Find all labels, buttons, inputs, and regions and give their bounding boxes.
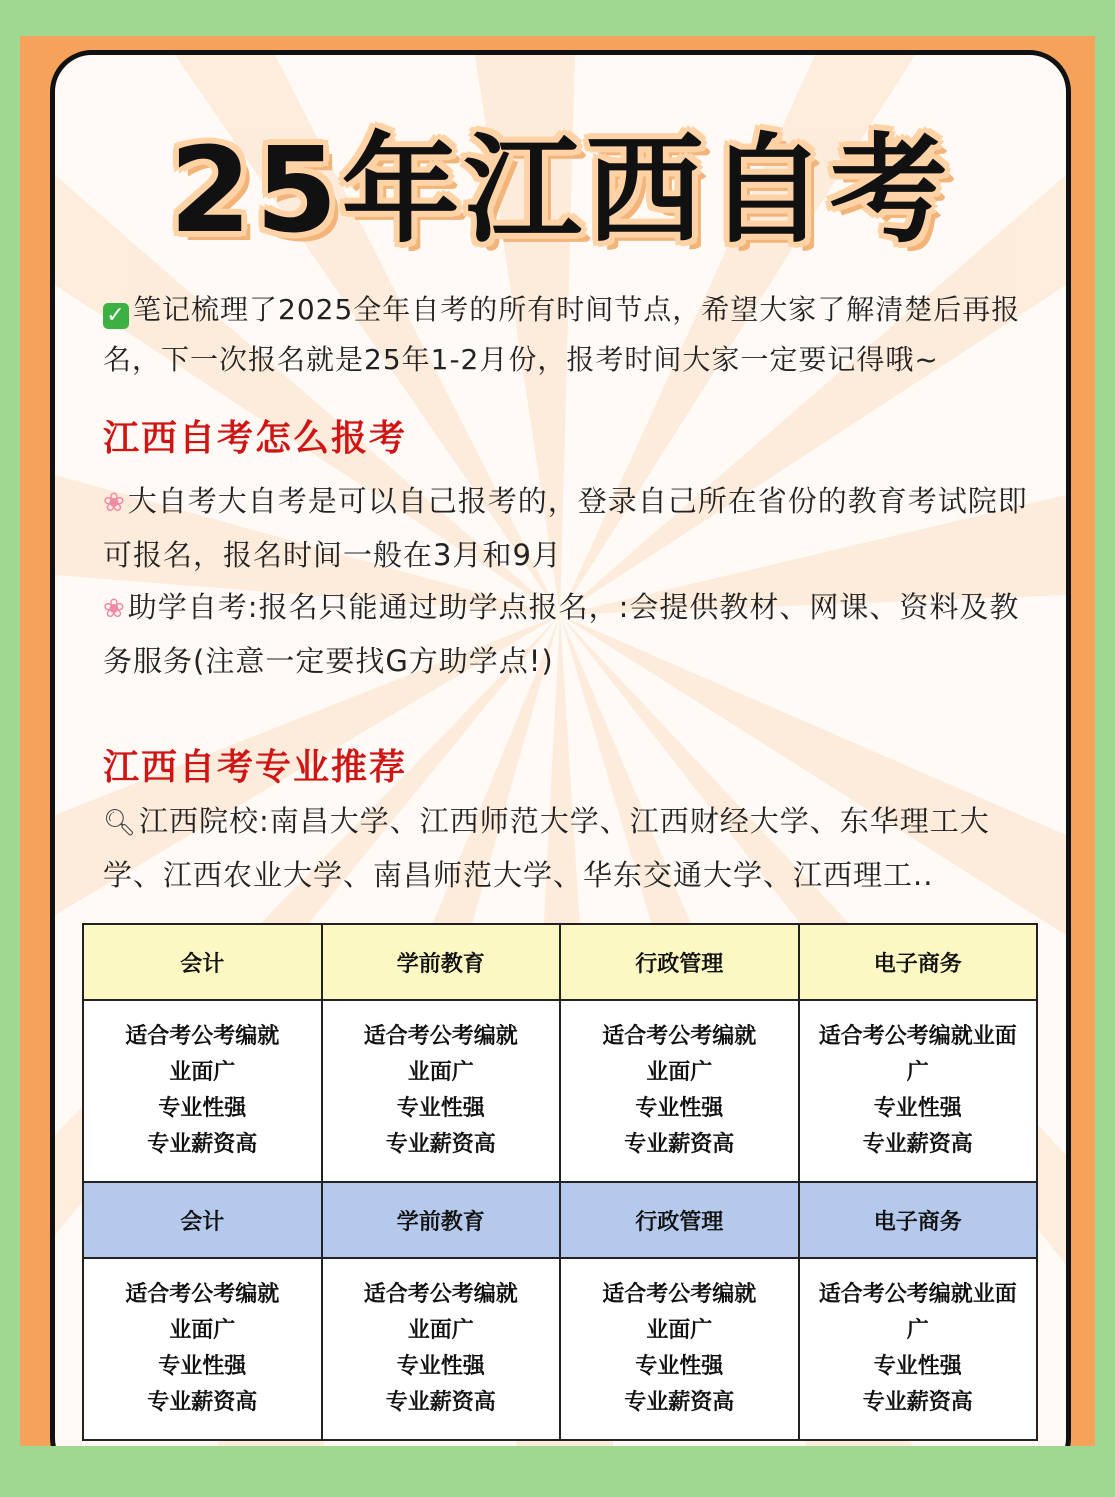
cell-line: 广 — [906, 1318, 929, 1343]
list-item-text: 助学自考:报名只能通过助学点报名，:会提供教材、网课、资料及教务服务(注意一定要找G方助学点!) — [103, 590, 1020, 678]
intro-text: 笔记梳理了2025全年自考的所有时间节点，希望大家了解清楚后再报名，下一次报名就是25年1-2月份，报考时间大家一定要记得哦~ — [103, 293, 1021, 376]
table-cell — [322, 1000, 561, 1182]
table-cell — [799, 1258, 1038, 1440]
cell-line: 专业薪资高 — [624, 1390, 735, 1415]
cell-line: 业面广 — [407, 1060, 474, 1085]
cell-line: 业面广 — [646, 1318, 713, 1343]
orange-frame — [20, 36, 1095, 1446]
table-header-cell: 行政管理 — [560, 924, 799, 1000]
majors-table — [82, 923, 1038, 1441]
check-icon: ✓ — [103, 303, 129, 329]
content-card — [50, 50, 1071, 1446]
cell-line: 专业性强 — [635, 1354, 724, 1379]
cell-line: 广 — [906, 1060, 929, 1085]
cell-line: 业面广 — [169, 1060, 236, 1085]
section-heading-major-recommendation: 江西自考专业推荐 — [103, 747, 408, 788]
cell-line: 适合考公考编就 — [602, 1024, 757, 1049]
intro-paragraph — [103, 285, 1033, 385]
table-cell — [560, 1258, 799, 1440]
flower-icon: ❀ — [103, 594, 126, 624]
table-header-cell: 电子商务 — [799, 1182, 1038, 1258]
table-row — [83, 1000, 1037, 1182]
table-header-cell: 会计 — [83, 924, 322, 1000]
cell-line: 专业薪资高 — [862, 1132, 973, 1157]
cell-line: 适合考公考编就业面 — [818, 1024, 1017, 1049]
table-header-cell: 电子商务 — [799, 924, 1038, 1000]
cell-line: 专业薪资高 — [147, 1390, 258, 1415]
cell-line: 专业性强 — [635, 1096, 724, 1121]
section2-body — [103, 795, 1033, 901]
table-cell — [83, 1258, 322, 1440]
magnifier-icon: 🔍︎ — [103, 808, 138, 838]
cell-line: 专业性强 — [158, 1096, 247, 1121]
table-header-cell: 会计 — [83, 1182, 322, 1258]
cell-line: 适合考公考编就 — [602, 1282, 757, 1307]
list-item — [103, 581, 1033, 687]
list-item — [103, 475, 1033, 581]
cell-line: 适合考公考编就 — [363, 1282, 518, 1307]
cell-line: 适合考公考编就业面 — [818, 1282, 1017, 1307]
section-heading-how-to-apply: 江西自考怎么报考 — [103, 418, 408, 459]
cell-line: 专业薪资高 — [624, 1132, 735, 1157]
cell-line: 专业薪资高 — [147, 1132, 258, 1157]
table-header-cell: 行政管理 — [560, 1182, 799, 1258]
cell-line: 适合考公考编就 — [125, 1024, 280, 1049]
cell-line: 专业性强 — [873, 1096, 962, 1121]
table-header-row — [83, 924, 1037, 1000]
table-cell — [322, 1258, 561, 1440]
cell-line: 业面广 — [407, 1318, 474, 1343]
cell-line: 业面广 — [169, 1318, 236, 1343]
table-cell — [799, 1000, 1038, 1182]
page-title: 25年江西自考 — [169, 121, 952, 259]
cell-line: 业面广 — [646, 1060, 713, 1085]
table-header-cell: 学前教育 — [322, 1182, 561, 1258]
cell-line: 适合考公考编就 — [125, 1282, 280, 1307]
cell-line: 专业性强 — [158, 1354, 247, 1379]
cell-line: 专业薪资高 — [385, 1132, 496, 1157]
cell-line: 专业性强 — [396, 1096, 485, 1121]
table-header-row — [83, 1182, 1037, 1258]
cell-line: 专业性强 — [396, 1354, 485, 1379]
table-cell — [83, 1000, 322, 1182]
flower-icon: ❀ — [103, 488, 126, 518]
table-header-cell: 学前教育 — [322, 924, 561, 1000]
cell-line: 专业薪资高 — [862, 1390, 973, 1415]
table-row — [83, 1258, 1037, 1440]
list-item-text: 大自考大自考是可以自己报考的，登录自己所在省份的教育考试院即可报名，报名时间一般在3月和9月 — [103, 484, 1028, 572]
cell-line: 专业薪资高 — [385, 1390, 496, 1415]
section1-body — [103, 475, 1033, 687]
cell-line: 适合考公考编就 — [363, 1024, 518, 1049]
table-cell — [560, 1000, 799, 1182]
cell-line: 专业性强 — [873, 1354, 962, 1379]
schools-text: 江西院校:南昌大学、江西师范大学、江西财经大学、东华理工大学、江西农业大学、南昌师范大学、华东交通大学、江西理工.. — [103, 804, 990, 892]
